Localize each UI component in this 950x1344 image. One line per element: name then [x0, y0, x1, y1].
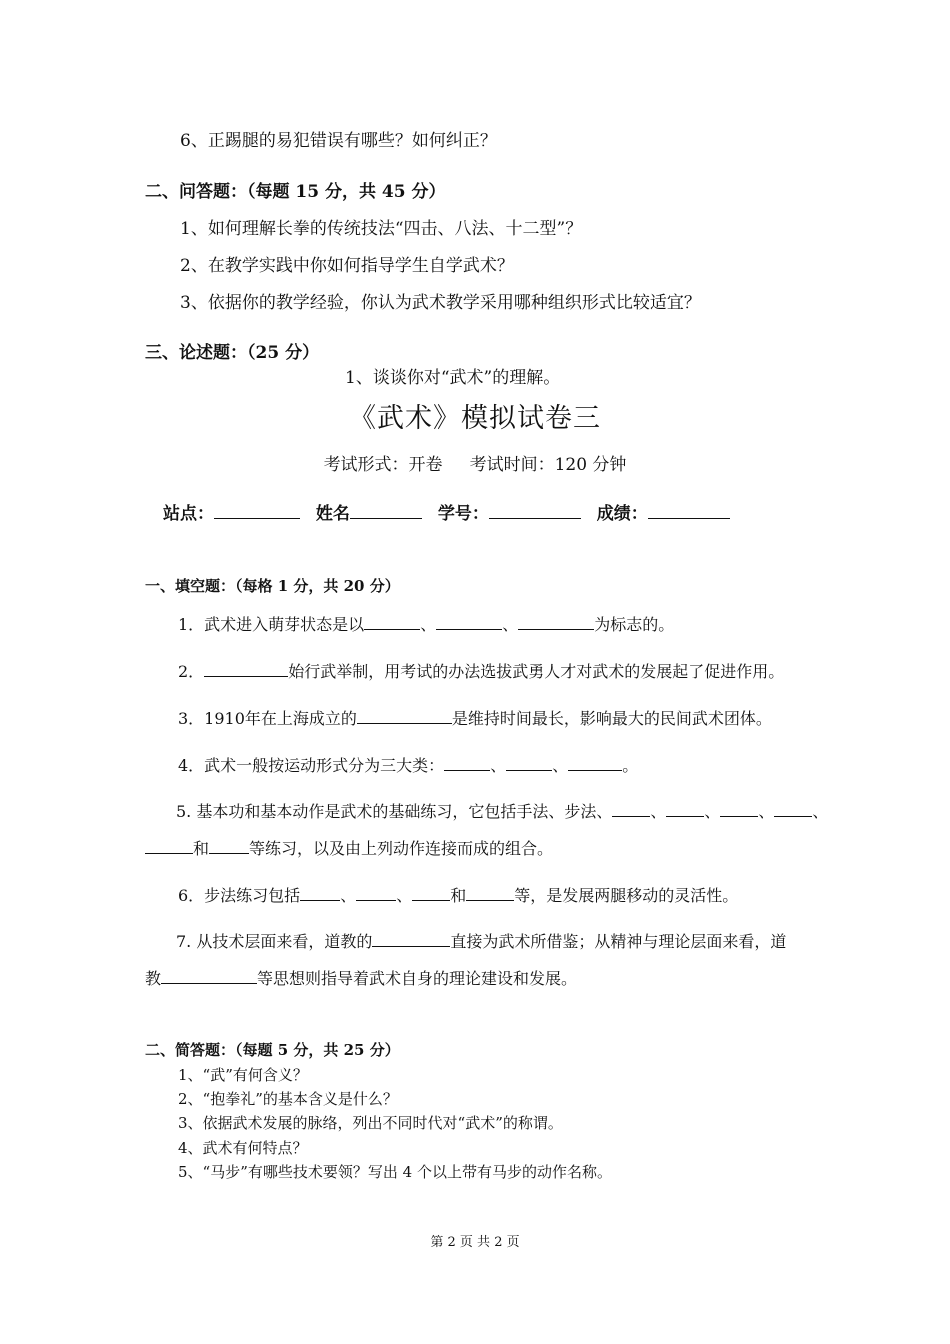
site-label: 站点： — [163, 504, 214, 524]
answer-blank — [300, 884, 340, 901]
section-2-header: 二、问答题：（每题 15 分，共 45 分） — [145, 182, 446, 202]
fill-question-7-line-1: 7. 从技术层面来看，道教的 直接为武术所借鉴；从精神与理论层面来看，道 — [176, 932, 787, 951]
short-section-header: 二、简答题：（每题 5 分，共 25 分） — [145, 1041, 400, 1059]
qa-item-2: 2、在教学实践中你如何指导学生自学武术？ — [180, 256, 514, 276]
fill-question-5-line-1: 5. 基本功和基本动作是武术的基础练习，它包括手法、步法、 、 、 、 、 — [176, 802, 829, 821]
answer-blank — [720, 800, 758, 817]
answer-blank — [506, 754, 552, 771]
section-3-header: 三、论述题：（25 分） — [145, 343, 320, 363]
qa-item-3: 3、依据你的教学经验，你认为武术教学采用哪种组织形式比较适宜？ — [180, 293, 701, 313]
answer-blank — [518, 613, 594, 630]
fill-question-1: 1．武术进入萌芽状态是以 、 、 为标志的。 — [178, 615, 675, 634]
short-item-1: 1、“武”有何含义？ — [178, 1066, 308, 1084]
qa-item-1: 1、如何理解长拳的传统技法“四击、八法、十二型”？ — [180, 219, 583, 239]
answer-blank — [774, 800, 812, 817]
exam-title: 《武术》模拟试卷三 — [349, 403, 601, 434]
answer-blank — [436, 613, 502, 630]
answer-blank — [466, 884, 514, 901]
short-item-2: 2、“抱拳礼”的基本含义是什么？ — [178, 1090, 398, 1108]
answer-blank — [161, 967, 257, 984]
answer-blank — [364, 613, 420, 630]
fill-question-4: 4．武术一般按运动形式分为三大类： 、 、 。 — [178, 756, 639, 775]
fill-question-3: 3．1910年在上海成立的 是维持时间最长，影响最大的民间武术团体。 — [178, 709, 772, 728]
name-label: 姓名 — [315, 504, 350, 524]
fill-section-header: 一、填空题：（每格 1 分，共 20 分） — [145, 577, 400, 595]
answer-blank — [568, 754, 622, 771]
prev-question-6: 6、正踢腿的易犯错误有哪些？如何纠正？ — [180, 131, 497, 151]
student-info-line — [163, 499, 730, 524]
short-item-5: 5、“马步”有哪些技术要领？写出 4 个以上带有马步的动作名称。 — [178, 1163, 612, 1181]
short-item-3: 3、依据武术发展的脉络，列出不同时代对“武术”的称谓。 — [178, 1114, 563, 1132]
answer-blank — [372, 930, 450, 947]
score-blank — [648, 502, 730, 519]
fill-question-5-line-2: 和 等练习，以及由上列动作连接而成的组合。 — [145, 836, 553, 859]
name-blank — [350, 502, 422, 519]
essay-item-1: 1、谈谈你对“武术”的理解。 — [345, 368, 561, 388]
answer-blank — [666, 800, 704, 817]
answer-blank — [444, 754, 490, 771]
short-item-4: 4、武术有何特点？ — [178, 1139, 308, 1157]
answer-blank — [356, 884, 396, 901]
answer-blank — [204, 660, 288, 677]
fill-question-6: 6．步法练习包括 、 、 和 等，是发展两腿移动的灵活性。 — [178, 886, 739, 905]
score-label: 成绩： — [596, 504, 648, 524]
answer-blank — [145, 837, 193, 854]
answer-blank — [612, 800, 650, 817]
id-label: 学号： — [437, 504, 489, 524]
exam-meta: 考试形式：开卷 考试时间：120 分钟 — [323, 455, 627, 475]
answer-blank — [357, 707, 452, 724]
fill-question-2: 2． 始行武举制，用考试的办法选拔武勇人才对武术的发展起了促进作用。 — [178, 662, 785, 681]
answer-blank — [209, 837, 249, 854]
id-blank — [489, 502, 581, 519]
fill-question-7-line-2: 教 等思想则指导着武术自身的理论建设和发展。 — [145, 969, 578, 988]
page-footer: 第 2 页 共 2 页 — [430, 1235, 520, 1250]
site-blank — [214, 502, 300, 519]
answer-blank — [412, 884, 450, 901]
